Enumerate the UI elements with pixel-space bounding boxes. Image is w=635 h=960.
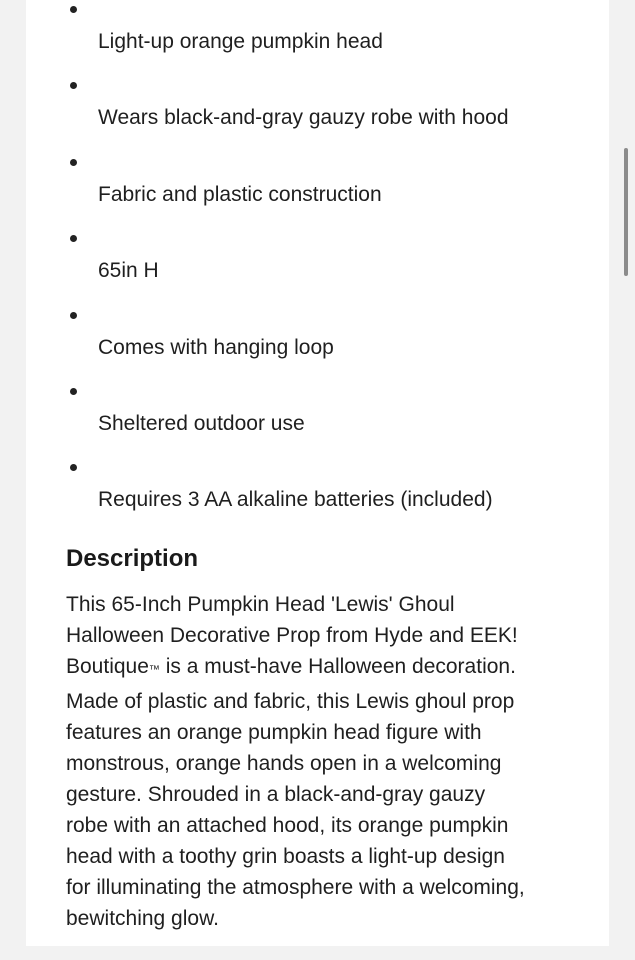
description-line: Made of plastic and fabric, this Lewis ghoul prop bbox=[66, 690, 515, 713]
description-line: This 65-Inch Pumpkin Head 'Lewis' Ghoul bbox=[66, 593, 455, 616]
bullet-icon bbox=[70, 464, 77, 471]
description-line: Halloween Decorative Prop from Hyde and EEK! bbox=[66, 624, 518, 647]
description-line bbox=[66, 651, 581, 686]
list-item bbox=[26, 195, 609, 282]
feature-text: Wears black-and-gray gauzy robe with hood bbox=[98, 106, 509, 129]
feature-text: Fabric and plastic construction bbox=[98, 183, 382, 206]
bullet-icon bbox=[70, 82, 77, 89]
list-item bbox=[26, 348, 609, 435]
feature-text: Requires 3 AA alkaline batteries (included) bbox=[98, 488, 493, 511]
list-item bbox=[26, 424, 609, 511]
description-line: monstrous, orange hands open in a welcoming bbox=[66, 752, 502, 775]
description-line: for illuminating the atmosphere with a welcoming, bbox=[66, 876, 525, 899]
list-item bbox=[26, 0, 609, 53]
list-item bbox=[26, 42, 609, 129]
bullet-icon bbox=[70, 388, 77, 395]
feature-text: Light-up orange pumpkin head bbox=[98, 30, 383, 53]
description-line: robe with an attached hood, its orange pumpkin bbox=[66, 814, 509, 837]
feature-text: Sheltered outdoor use bbox=[98, 412, 305, 435]
description-line-rest: is a must-have Halloween decoration. bbox=[159, 655, 516, 678]
brand-name: Boutique bbox=[66, 655, 149, 678]
bullet-icon bbox=[70, 312, 77, 319]
bullet-icon bbox=[70, 159, 77, 166]
description-line: features an orange pumpkin head figure with bbox=[66, 721, 482, 744]
description-line: gesture. Shrouded in a black-and-gray gauzy bbox=[66, 783, 486, 806]
feature-text: Comes with hanging loop bbox=[98, 336, 334, 359]
list-item bbox=[26, 272, 609, 359]
scrollbar-thumb[interactable] bbox=[624, 148, 628, 276]
list-item bbox=[26, 119, 609, 206]
description-text bbox=[66, 589, 581, 934]
description-line: bewitching glow. bbox=[66, 907, 219, 930]
feature-text: 65in H bbox=[98, 259, 159, 282]
bullet-icon bbox=[70, 235, 77, 242]
description-line: head with a toothy grin boasts a light-up design bbox=[66, 845, 505, 868]
description-heading: Description bbox=[66, 545, 199, 572]
bullet-icon bbox=[70, 6, 77, 13]
product-details-card bbox=[26, 0, 609, 946]
trademark-symbol: ™ bbox=[148, 664, 160, 676]
